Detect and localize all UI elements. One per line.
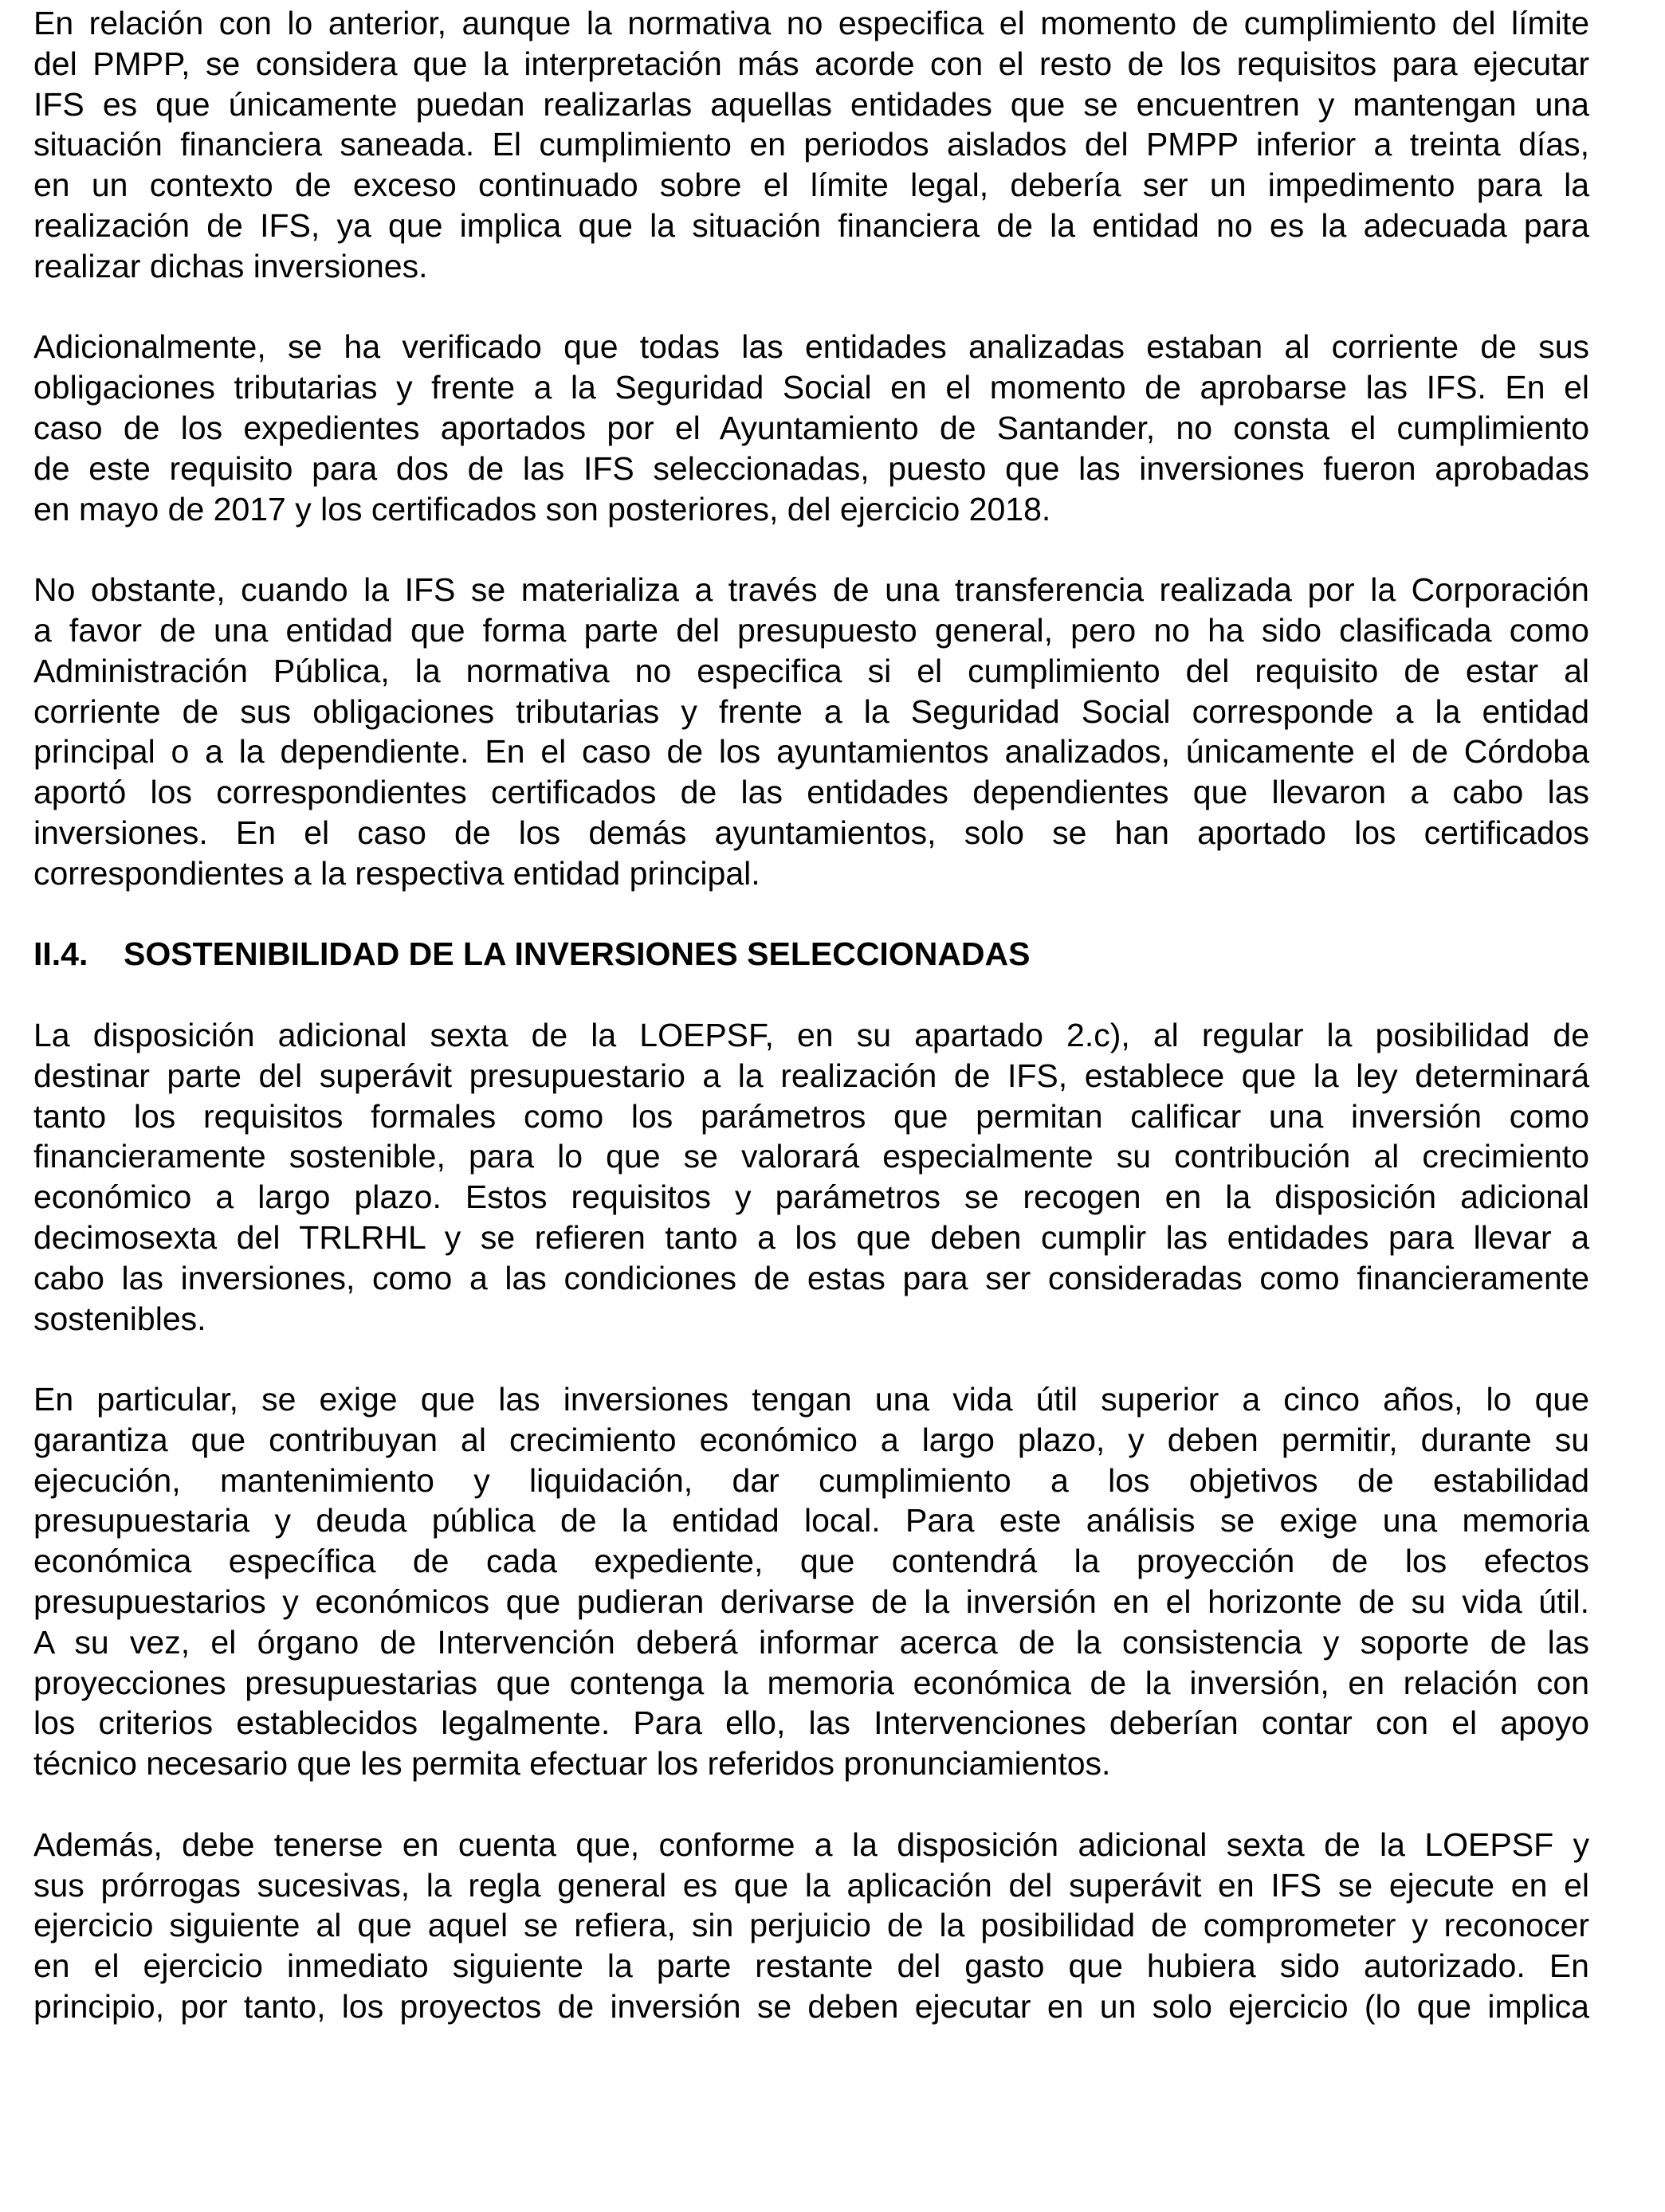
text-line: presupuestarios y económicos que pudieran derivarse de la inversión en el horizonte de su vida útil. — [33, 1583, 1589, 1621]
text-line: correspondientes a la respectiva entidad principal. — [33, 854, 760, 892]
paragraph — [33, 570, 1589, 893]
text-line: sostenibles. — [33, 1300, 206, 1337]
text-line: Además, debe tenerse en cuenta que, conforme a la disposición adicional sexta de la LOEPSF y — [33, 1826, 1589, 1863]
section-title: SOSTENIBILIDAD DE LA INVERSIONES SELECCIONADAS — [124, 935, 1031, 973]
text-line: en mayo de 2017 y los certificados son posteriores, del ejercicio 2018. — [33, 490, 1051, 528]
text-line: La disposición adicional sexta de la LOEPSF, en su apartado 2.c), al regular la posibilidad de — [33, 1016, 1589, 1053]
text-line: destinar parte del superávit presupuestario a la realización de IFS, establece que la ley determinará — [33, 1057, 1589, 1094]
section-heading — [33, 934, 1589, 975]
text-line: IFS es que únicamente puedan realizarlas aquellas entidades que se encuentren y mantengan una — [33, 85, 1589, 123]
text-line: En relación con lo anterior, aunque la normativa no especifica el momento de cumplimiento del límite — [33, 5, 1589, 41]
document-page — [33, 3, 1589, 2068]
paragraph — [33, 327, 1589, 529]
text-line: del PMPP, se considera que la interpretación más acorde con el resto de los requisitos para ejecutar — [33, 45, 1589, 82]
text-line: Administración Pública, la normativa no especifica si el cumplimiento del requisito de estar al — [33, 652, 1589, 689]
text-line: corriente de sus obligaciones tributarias y frente a la Seguridad Social corresponde a la entidad — [33, 692, 1589, 730]
paragraph — [33, 1825, 1589, 2027]
text-line: principal o a la dependiente. En el caso de los ayuntamientos analizados, únicamente el de Córdoba — [33, 733, 1589, 771]
paragraph — [33, 1379, 1589, 1784]
text-line: garantiza que contribuyan al crecimiento económico a largo plazo, y deben permitir, durante su — [33, 1421, 1589, 1458]
text-line: económica específica de cada expediente, que contendrá la proyección de los efectos — [33, 1543, 1589, 1580]
text-line: ejercicio siguiente al que aquel se refiera, sin perjuicio de la posibilidad de comprometer y reconocer — [33, 1907, 1589, 1944]
text-line: en el ejercicio inmediato siguiente la parte restante del gasto que hubiera sido autorizado. En — [33, 1947, 1589, 1985]
text-line: económico a largo plazo. Estos requisitos y parámetros se recogen en la disposición adicional — [33, 1179, 1589, 1216]
text-line: técnico necesario que les permita efectuar los referidos pronunciamientos. — [33, 1745, 1111, 1783]
text-line: presupuestaria y deuda pública de la entidad local. Para este análisis se exige una memoria — [33, 1502, 1589, 1539]
text-line: en un contexto de exceso continuado sobre el límite legal, debería ser un impedimento para la — [33, 167, 1589, 204]
text-line: principio, por tanto, los proyectos de inversión se deben ejecutar en un solo ejercicio (lo que implica — [33, 1988, 1589, 2026]
text-line: proyecciones presupuestarias que contenga la memoria económica de la inversión, en relación con — [33, 1664, 1589, 1701]
text-line: caso de los expedientes aportados por el Ayuntamiento de Santander, no consta el cumplimiento — [33, 409, 1589, 446]
text-line: a favor de una entidad que forma parte del presupuesto general, pero no ha sido clasificada como — [33, 611, 1589, 649]
text-line: cabo las inversiones, como a las condiciones de estas para ser consideradas como financieramente — [33, 1259, 1589, 1296]
text-line: sus prórrogas sucesivas, la regla general es que la aplicación del superávit en IFS se ejecute en el — [33, 1866, 1589, 1904]
text-line: A su vez, el órgano de Intervención deberá informar acerca de la consistencia y soporte de las — [33, 1623, 1589, 1661]
text-line: No obstante, cuando la IFS se materializa a través de una transferencia realizada por la Corporación — [33, 571, 1589, 609]
text-line: los criterios establecidos legalmente. Para ello, las Intervenciones deberían contar con el apoyo — [33, 1704, 1589, 1742]
text-line: de este requisito para dos de las IFS seleccionadas, puesto que las inversiones fueron aprobadas — [33, 449, 1589, 487]
text-line: obligaciones tributarias y frente a la Seguridad Social en el momento de aprobarse las IFS. En el — [33, 369, 1589, 406]
text-line: ejecución, mantenimiento y liquidación, dar cumplimiento a los objetivos de estabilidad — [33, 1461, 1589, 1499]
text-line: situación financiera saneada. El cumplimiento en periodos aislados del PMPP inferior a treinta días, — [33, 126, 1589, 163]
text-line: aportó los correspondientes certificados de las entidades dependientes que llevaron a cabo las — [33, 774, 1589, 811]
text-line: decimosexta del TRLRHL y se refieren tanto a los que deben cumplir las entidades para llevar a — [33, 1218, 1589, 1256]
text-line: inversiones. En el caso de los demás ayuntamientos, solo se han aportado los certificados — [33, 814, 1589, 851]
paragraph — [33, 1015, 1589, 1339]
paragraph — [33, 3, 1589, 287]
text-line: En particular, se exige que las inversiones tengan una vida útil superior a cinco años, lo que — [33, 1381, 1589, 1418]
text-line: tanto los requisitos formales como los parámetros que permitan calificar una inversión como — [33, 1097, 1589, 1135]
text-line: Adicionalmente, se ha verificado que todas las entidades analizadas estaban al corriente de sus — [33, 328, 1589, 366]
text-line: realizar dichas inversiones. — [33, 247, 428, 284]
text-line: realización de IFS, ya que implica que la situación financiera de la entidad no es la adecuada para — [33, 206, 1589, 244]
section-number: II.4. — [33, 935, 88, 973]
text-line: financieramente sostenible, para lo que se valorará especialmente su contribución al crecimiento — [33, 1138, 1589, 1175]
